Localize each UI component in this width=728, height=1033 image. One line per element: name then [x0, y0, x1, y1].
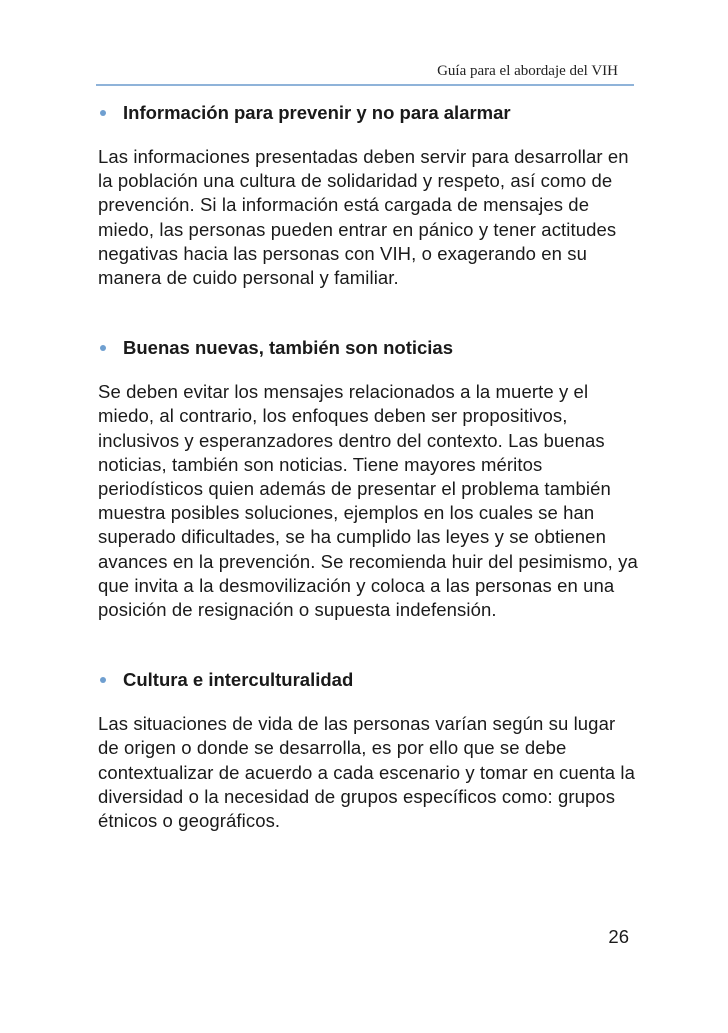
section-prevenir: [98, 95, 638, 290]
bullet-icon: [100, 110, 106, 116]
section-paragraph: Se deben evitar los mensajes relacionados a la muerte y el miedo, al contrario, los enfoques deben ser propositivos, inclusivos y esperanzadores dentro del contexto. Las buenas noticias, también son noticias. Tiene mayores méritos periodísticos quien además de presentar el problema también muestra posibles soluciones, ejemplos en los cuales se han superado dificultades, se ha cumplido las leyes y se obtienen avances en la prevención. Se recomienda huir del pesimismo, ya que invita a la desmovilización y coloca a las personas en una posición de resignación o supuesta indefensión.: [98, 381, 638, 621]
section-heading-text: Cultura e interculturalidad: [123, 669, 354, 691]
running-header: Guía para el abordaje del VIH: [437, 63, 618, 79]
section-heading: [98, 95, 638, 131]
bullet-icon: [100, 677, 106, 683]
bullet-icon: [100, 345, 106, 351]
section-heading: [98, 330, 638, 366]
page-content: [98, 95, 638, 833]
section-heading-text: Buenas nuevas, también son noticias: [123, 337, 454, 359]
section-cultura: [98, 662, 638, 833]
section-paragraph: Las informaciones presentadas deben servir para desarrollar en la población una cultura de solidaridad y respeto, así como de prevención. Si la información está cargada de mensajes de miedo, las personas pueden entrar en pánico y tener actitudes negativas hacia las personas con VIH, o exagerando en su manera de cuido personal y familiar.: [98, 146, 629, 289]
page-number: 26: [608, 926, 629, 947]
section-heading: [98, 662, 638, 698]
header-rule: [96, 84, 634, 86]
section-paragraph: Las situaciones de vida de las personas varían según su lugar de origen o donde se desarrolla, es por ello que se debe contextualizar de acuerdo a cada escenario y tomar en cuenta la diversidad o la necesidad de grupos específicos como: grupos étnicos o geográficos.: [98, 713, 635, 832]
section-heading-text: Información para prevenir y no para alarmar: [123, 102, 511, 123]
section-buenas-nuevas: [98, 330, 638, 622]
